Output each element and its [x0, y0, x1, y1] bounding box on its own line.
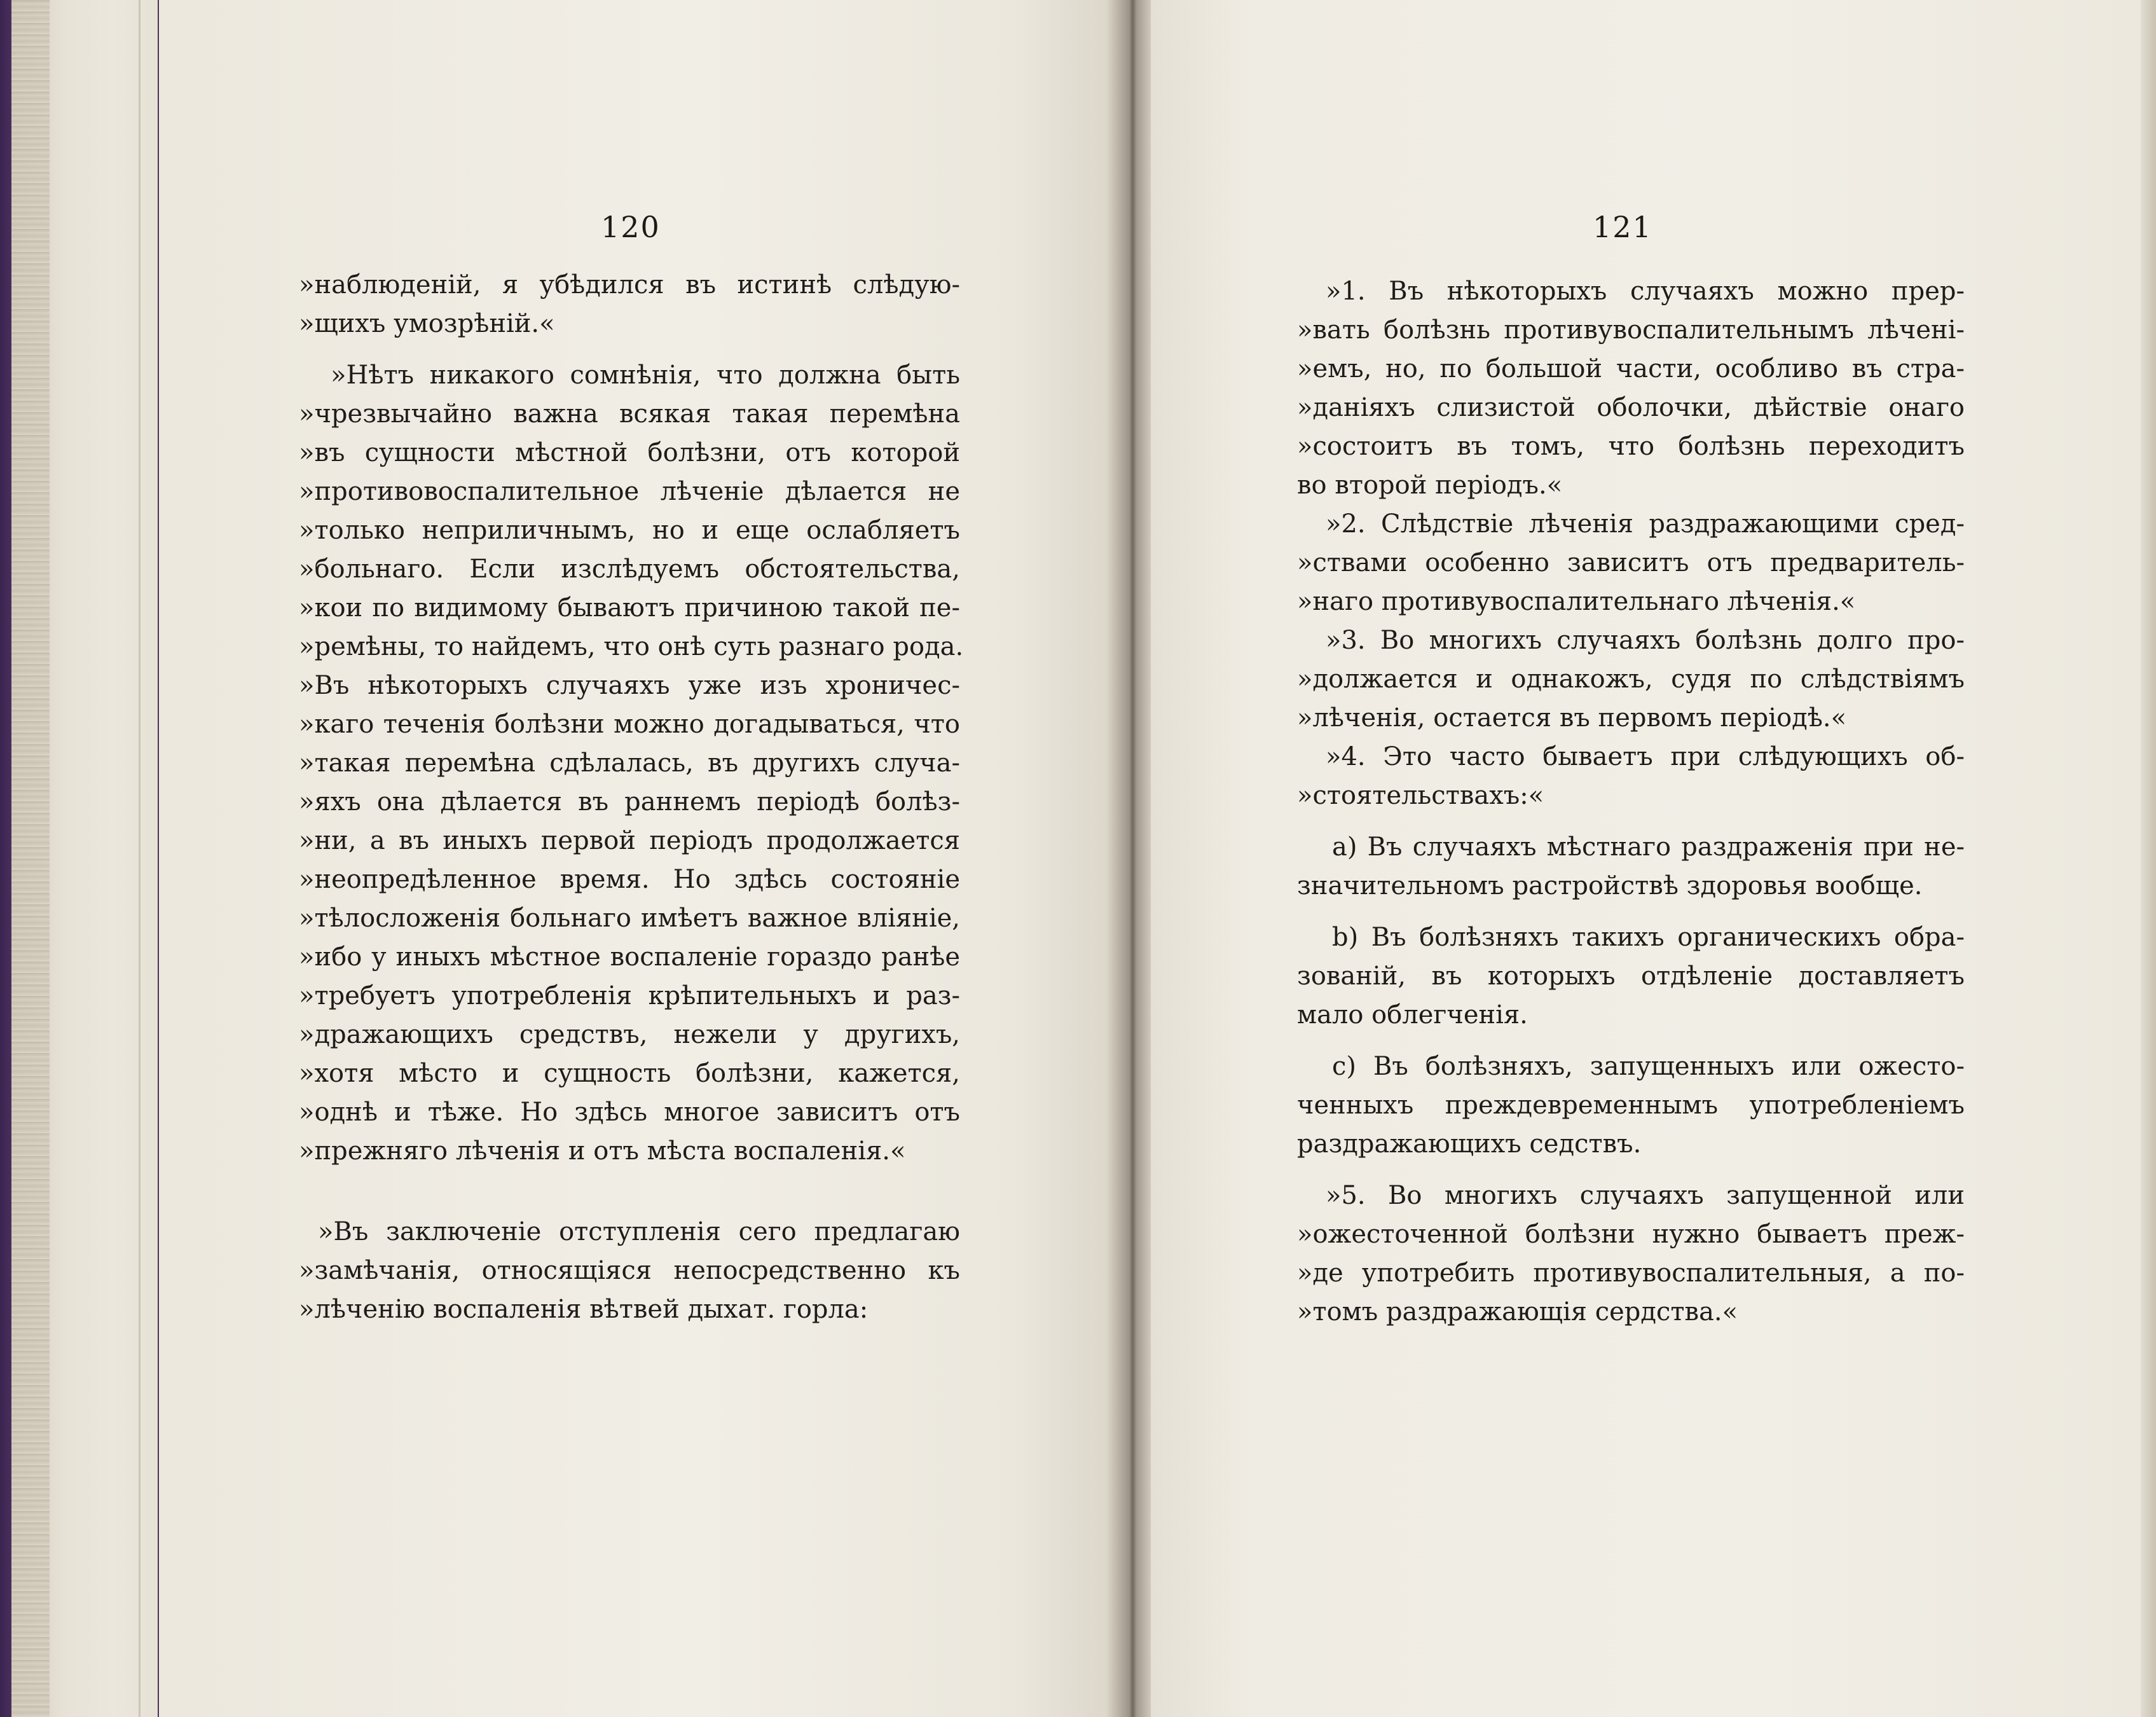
text-line: »должается и однакожъ, судя по слѣдствіямъ — [1297, 665, 1965, 694]
text-line: »лѣченію воспаленія вѣтвей дыхат. горла: — [299, 1295, 869, 1324]
text-line: »3. Во многихъ случаяхъ болѣзнь долго про- — [1326, 626, 1965, 655]
page-stack-edge — [11, 0, 158, 1717]
text-line: »тѣлосложенія больнаго имѣетъ важное вліяніе, — [299, 904, 960, 933]
text-line: раздражающихъ седствъ. — [1297, 1129, 1642, 1159]
right-page-text — [1297, 272, 1965, 1332]
text-line: »даніяхъ слизистой оболочки, дѣйствіе онаго — [1297, 393, 1965, 422]
text-line: »Въ заключеніе отступленія сего предлагаю — [318, 1217, 960, 1246]
text-line: »кои по видимому бываютъ причиною такой пе- — [299, 593, 960, 623]
text-line: b) Въ болѣзняхъ такихъ органическихъ обра- — [1332, 923, 1965, 952]
page-number-right: 121 — [1593, 210, 1652, 244]
text-line: a) Въ случаяхъ мѣстнаго раздраженія при не- — [1332, 832, 1965, 862]
text-line: зованій, въ которыхъ отдѣленіе доставляетъ — [1297, 962, 1965, 991]
text-line: »только неприличнымъ, но и еще ослабляетъ — [299, 516, 960, 545]
text-line: »замѣчанія, относящіяся непосредственно къ — [299, 1256, 960, 1285]
text-line: »томъ раздражающія сердства.« — [1297, 1297, 1738, 1327]
book-gutter — [1106, 0, 1157, 1717]
text-line: »больнаго. Если изслѣдуемъ обстоятельства, — [299, 555, 960, 584]
text-line: »чрезвычайно важна всякая такая перемѣна — [299, 399, 960, 429]
text-line: c) Въ болѣзняхъ, запущенныхъ или ожесто- — [1332, 1052, 1965, 1081]
text-line: »однѣ и тѣже. Но здѣсь многое зависитъ отъ — [299, 1098, 960, 1127]
text-line: »де употребить противувоспалительныя, а по- — [1297, 1258, 1965, 1288]
page-number-left: 120 — [601, 210, 661, 244]
text-line: »дражающихъ средствъ, нежели у другихъ, — [299, 1020, 960, 1049]
text-line: »стоятельствахъ:« — [1297, 781, 1544, 810]
text-line: »вать болѣзнь противувоспалительнымъ лѣчені- — [1297, 315, 1965, 345]
text-line: »щихъ умозрѣній.« — [299, 309, 555, 338]
text-line: »противовоспалительное лѣченіе дѣлается не — [299, 477, 960, 506]
text-line: »2. Слѣдствіе лѣченія раздражающими сред- — [1326, 509, 1965, 539]
text-line: »наблюденій, я убѣдился въ истинѣ слѣдую- — [299, 270, 960, 300]
text-line: ченныхъ преждевременнымъ употребленіемъ — [1297, 1091, 1965, 1120]
text-line: »прежняго лѣченія и отъ мѣста воспаленія.« — [299, 1136, 906, 1166]
text-line: »каго теченія болѣзни можно догадываться, что — [299, 710, 960, 739]
text-line: »неопредѣленное время. Но здѣсь состояніе — [299, 865, 960, 894]
text-line: »лѣченія, остается въ первомъ періодѣ.« — [1297, 703, 1847, 733]
text-line: »Въ нѣкоторыхъ случаяхъ уже изъ хроничес- — [299, 671, 960, 700]
text-line: во второй періодъ.« — [1297, 471, 1563, 500]
text-line: »въ сущности мѣстной болѣзни, отъ которой — [299, 438, 960, 467]
text-line: »5. Во многихъ случаяхъ запущенной или — [1326, 1181, 1965, 1210]
text-line: »яхъ она дѣлается въ раннемъ періодѣ болѣз- — [299, 787, 960, 817]
text-line: »наго противувоспалительнаго лѣченія.« — [1297, 587, 1856, 616]
text-line: »4. Это часто бываетъ при слѣдующихъ об- — [1326, 742, 1965, 771]
text-line: »ни, а въ иныхъ первой періодъ продолжается — [299, 826, 960, 855]
text-line: »хотя мѣсто и сущность болѣзни, кажется, — [299, 1059, 960, 1088]
text-line: »ожесточенной болѣзни нужно бываетъ преж- — [1297, 1220, 1965, 1249]
text-line: »емъ, но, по большой части, особливо въ стра- — [1297, 354, 1965, 383]
text-line: »ремѣны, то найдемъ, что онѣ суть разнаго рода. — [299, 632, 964, 661]
text-line: »ствами особенно зависитъ отъ предваритель- — [1297, 548, 1965, 577]
text-line: »состоитъ въ томъ, что болѣзнь переходитъ — [1297, 432, 1965, 461]
text-line: »требуетъ употребленія крѣпительныхъ и раз- — [299, 981, 960, 1010]
text-line: »такая перемѣна сдѣлалась, въ другихъ случа- — [299, 748, 960, 778]
text-line: »1. Въ нѣкоторыхъ случаяхъ можно прер- — [1326, 277, 1965, 306]
text-line: мало облегченія. — [1297, 1000, 1528, 1030]
left-page-text — [299, 266, 964, 1329]
text-line: »ибо у иныхъ мѣстное воспаленіе гораздо ранѣе — [299, 942, 960, 972]
text-line: »Нѣтъ никакого сомнѣнія, что должна быть — [331, 361, 960, 390]
text-line: значительномъ растройствѣ здоровья вообще. — [1297, 871, 1923, 900]
